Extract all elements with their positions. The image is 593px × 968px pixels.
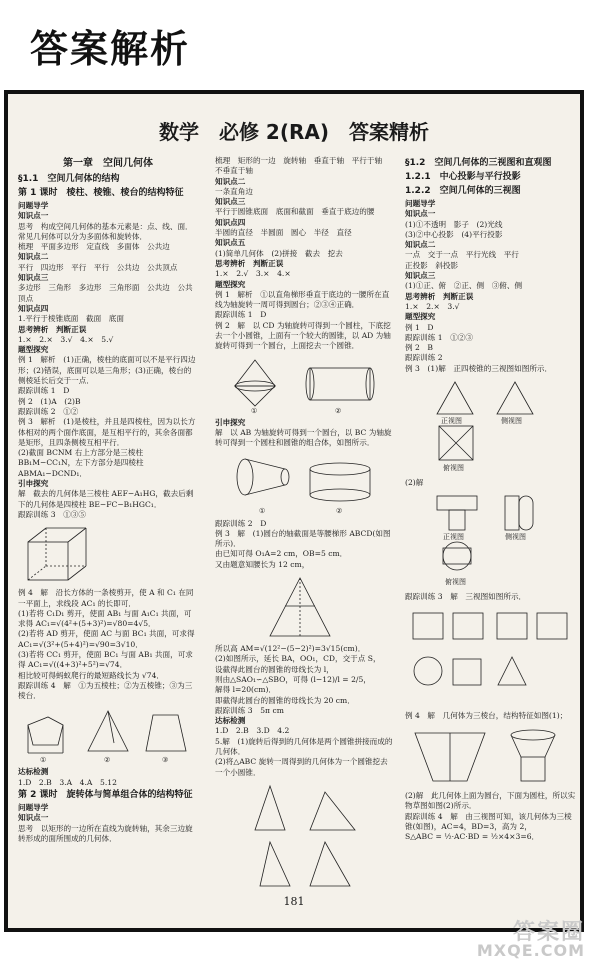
page-heading: 答案解析 — [30, 27, 191, 71]
text-line: S△ABC = ½·AC·BD = ½×4×3=6． — [405, 832, 540, 842]
text-line: 一点 交于一点 平行光线 平行 — [405, 250, 519, 260]
text-line: (2)截面 BCNM 右上方部分是三棱柱 BB₁M−CC₁N，左下方部分是四棱柱 ABMA₁−DCND₁． — [18, 448, 147, 478]
book-title: 数学 必修 2(RA) 答案精析 — [158, 120, 430, 144]
text-line: 知识点一 — [18, 211, 49, 221]
text-line: 例 3 解 (1)圆台的轴截面是等腰梯形 ABCD(如图所示)． — [215, 528, 391, 549]
solids-figure — [18, 705, 193, 763]
svg-text:③: ③ — [162, 756, 169, 764]
text-line: 知识点三 — [405, 271, 436, 281]
chapter-title: 第一章 空间几何体 — [63, 158, 153, 169]
text-line: (2)若将 AD 剪开，使面 AC 与面 BC₁ 共面，可求得 AC₁=√(3²+(5+4)²)=√90=3√10． — [18, 629, 198, 649]
text-line: (2)将△ABC 旋转一周得到的几何体为一个圆锥挖去一个小圆锥． — [215, 757, 388, 777]
text-line: 跟踪训练 4 解 由三视图可知，该几何体为三棱锥(如图)，AC=4，BD=3，高为 2， — [405, 811, 572, 831]
page-number: 181 — [283, 895, 305, 908]
text-line: (2)解 — [405, 478, 424, 488]
text-line: 跟踪训练 3 5π cm — [215, 705, 284, 715]
text-line: 题型探究 — [405, 312, 436, 322]
side-view-label: 侧视图 — [505, 533, 526, 542]
text-line: 例 1 解析 (1)正确，棱柱的底面可以不是平行四边形；(2)错误，底面可以是三角形；(3)正确，棱台的侧棱延长后交于一点． — [18, 355, 196, 386]
text-line: 平行 四边形 平行 平行 公共边 公共顶点 — [18, 262, 178, 272]
text-line: (2)如图所示，延长 BA，OO₁，CD，交于点 S， — [215, 654, 381, 664]
text-line: 5.解 (1)旋转后得到的几何体是两个圆锥拼接而成的几何体． — [215, 736, 393, 756]
text-line: 一条直角边 — [215, 186, 253, 196]
text-line: 引申探究 — [18, 479, 49, 489]
text-line: 知识点四 — [215, 217, 246, 227]
text-line: 1.× 2.√ 3.× 4.× — [215, 269, 291, 279]
top-view-label: 俯视图 — [443, 464, 464, 473]
text-line: 1.× 2.× 3.√ — [405, 301, 460, 311]
svg-text:②: ② — [335, 406, 342, 414]
text-line: 达标检测 — [18, 767, 49, 777]
svg-text:②: ② — [104, 756, 111, 764]
column-3 — [405, 156, 579, 842]
text-line: 半圆的直径 半圆面 圆心 半径 直径 — [215, 228, 352, 238]
text-line: 即截得此圆台的圆锥的母线长为 20 cm． — [215, 695, 355, 705]
text-line: 1.平行于棱锥底面 截面 底面 — [18, 314, 124, 324]
text-line: 知识点二 — [18, 252, 49, 262]
text-line: 则由△SAO₁∽△SBO，可得 (l−12)/l = 2/5， — [215, 674, 371, 684]
text-line: (2)解 此几何体上面为圆台，下面为圆柱，所以实物草图如图(2)所示． — [405, 790, 576, 811]
text-line: 梳理 矩形的一边 旋转轴 垂直于轴 平行于轴 不垂直于轴 — [215, 156, 390, 176]
text-line: 正投影 斜投影 — [405, 260, 459, 270]
text-line: 解 以 AB 为轴旋转可得到一个圆台，以 BC 为轴旋转可得到一个圆柱和圆锥的组合体，如图所示． — [215, 427, 392, 448]
text-line: 知识点四 — [18, 303, 49, 313]
watermark-line-1: 答案圈 — [512, 920, 585, 945]
text-line: 例 3 解析 (1)是棱柱，并且是四棱柱，因为以长方体相对的两个面作底面，是互相平行的，其余各面都是矩形，且四条侧棱互相平行． — [18, 417, 196, 447]
triangle-rotation-figure — [215, 782, 385, 892]
text-line: 例 1 解析 ①以直角梯形垂直于底边的一腰所在直线为轴旋转一周可得到圆台；②③④正确． — [215, 289, 390, 310]
text-line: 达标检测 — [215, 716, 246, 726]
text-line: 设截得此圆台的圆锥的母线长为 l， — [215, 664, 334, 674]
frustum-sketch-figure — [405, 725, 575, 787]
text-line: 思考 以矩形的一边所在直线为旋转轴，其余三边旋转形成的面所围成的几何体． — [18, 823, 193, 843]
text-line: 知识点一 — [18, 813, 49, 823]
text-line: (1)①不透明 影子 (2)光线 — [405, 219, 503, 229]
text-line: (3)②中心投影 (4)平行投影 — [405, 229, 503, 239]
text-line: 所以高 AM=√(12²−(5−2)²)=3√15(cm)． — [215, 644, 366, 654]
text-line: 跟踪训练 4 解 ①为五棱柱；②为五棱锥；③为三棱台． — [18, 680, 193, 701]
text-line: 跟踪训练 3 ①③⑤ — [18, 509, 86, 519]
text-line: 思考辨析 判断正误 — [18, 324, 87, 334]
text-line: 又由题意知腰长为 12 cm， — [215, 559, 310, 569]
text-line: 思考 构成空间几何体的基本元素是：点、线、面．常见几何体可以分为多面体和旋转体． — [18, 221, 193, 241]
text-line: 跟踪训练 1 D — [215, 310, 267, 320]
text-line: 例 2 (1)A (2)B — [18, 396, 81, 406]
svg-text:①: ① — [40, 756, 47, 764]
text-line: 问题导学 — [405, 199, 436, 208]
cuboid-figure — [18, 524, 98, 584]
text-line: 例 4 解 几何体为三棱台，结构特征如图(1)； — [405, 710, 568, 720]
text-line: (1)若将 C₁D₁ 剪开，使面 AB₁ 与面 A₁C₁ 共面，可求得 AC₁=√(4²+(5+3)²)=√80=4√5． — [18, 608, 192, 629]
watermark-line-2: MXQE.COM — [476, 941, 585, 960]
trapezoid-figure — [215, 574, 385, 640]
view-grid-figure — [405, 607, 575, 707]
section-title: §1.1 空间几何体的结构 — [18, 174, 120, 184]
section-title-2: §1.2 空间几何体的三视图和直观图 — [405, 158, 552, 168]
text-line: 引申探究 — [215, 417, 246, 427]
text-line: 跟踪训练 2 D — [215, 518, 267, 528]
text-line: 跟踪训练 2 ①② — [18, 406, 79, 416]
text-line: 思考辨析 判断正误 — [405, 291, 474, 301]
svg-text:②: ② — [336, 506, 343, 515]
text-line: 知识点二 — [405, 240, 436, 250]
lesson-2-title: 第 2 课时 旋转体与简单组合体的结构特征 — [18, 790, 193, 801]
text-line: 例 1 D — [405, 322, 434, 332]
column-1-lines — [18, 201, 198, 788]
text-line: 例 3 (1)解 正四棱锥的三视图如图所示． — [405, 363, 553, 373]
text-line: 1.× 2.× 3.√ 4.× 5.√ — [18, 334, 114, 344]
text-line: (3)若将 CC₁ 剪开，使面 BC₁ 与面 AB₁ 共面，可求得 AC₁=√((4+3)²+5²)=√74． — [18, 649, 193, 670]
text-line: 解得 l=20(cm)． — [215, 685, 277, 695]
front-view-label: 正视图 — [441, 417, 462, 426]
text-line: 跟踪训练 1 D — [18, 386, 70, 396]
text-line: 多边形 三角形 多边形 三角形面 公共边 公共顶点 — [18, 283, 193, 303]
top-view-label: 俯视图 — [445, 578, 466, 587]
text-line: 例 4 解 沿长方体的一条棱剪开，使 A 和 C₁ 在同一平面上，求线段 AC₁ 的长即可． — [18, 588, 194, 608]
text-line: 例 2 解 以 CD 为轴旋转可得到一个圆柱，下底挖去一个小圆锥，上面有一个较大的圆锥，以 AD 为轴旋转可得到一个圆台，上面挖去一个圆锥． — [215, 320, 391, 351]
frustum-figure — [215, 453, 385, 515]
text-line: 由已知可得 O₁A=2 cm，OB=5 cm． — [215, 549, 348, 559]
text-line: 思考辨析 判断正误 — [215, 258, 284, 268]
side-view-label: 侧视图 — [501, 417, 522, 426]
text-line: 跟踪训练 3 解 三视图如图所示． — [405, 592, 527, 602]
composite-views-figure — [405, 492, 575, 588]
text-line: 知识点二 — [215, 176, 246, 186]
text-line: 知识点一 — [405, 209, 436, 219]
scanned-page — [4, 90, 584, 932]
text-line: 解 截去的几何体是三棱柱 AEF−A₁HG，截去后剩下的几何体是四棱柱 BE−FC−B₁HGC₁． — [18, 489, 194, 509]
svg-text:①: ① — [259, 506, 266, 515]
text-line: 题型探究 — [18, 345, 49, 355]
text-line: 平行于圆锥底面 底面和截面 垂直于底边的腰 — [215, 207, 375, 217]
text-line: 知识点三 — [215, 197, 246, 207]
text-line: 梳理 平面多边形 定直线 多面体 公共边 — [18, 242, 170, 252]
lesson-title: 第 1 课时 棱柱、棱锥、棱台的结构特征 — [18, 188, 184, 198]
text-line: 问题导学 — [18, 803, 49, 813]
text-line: 例 2 B — [405, 343, 434, 353]
text-line: 问题导学 — [18, 201, 49, 210]
text-line: 题型探究 — [215, 279, 246, 289]
text-line: 知识点五 — [215, 238, 246, 248]
text-line: 跟踪训练 1 ①②③ — [405, 332, 473, 342]
subsection-1: 1.2.1 中心投影与平行投影 — [405, 172, 521, 182]
text-line: 1.D 2.B 3.A 4.A 5.12 — [18, 777, 117, 787]
front-view-label: 正视图 — [443, 533, 464, 542]
pyramid-three-views-figure — [405, 378, 575, 474]
text-line: 知识点三 — [18, 273, 49, 283]
text-line: (1)简单几何体 (2)拼接 截去 挖去 — [215, 248, 343, 258]
text-line: 1.D 2.B 3.D 4.2 — [215, 726, 290, 736]
subsection-2: 1.2.2 空间几何体的三视图 — [405, 186, 521, 196]
text-line: (1)①正、俯 ②正、侧 ③俯、侧 — [405, 281, 523, 291]
column-2 — [215, 156, 395, 896]
text-line: 跟踪训练 2 — [405, 353, 443, 363]
cone-cylinder-figure — [215, 356, 385, 414]
watermark-logo — [476, 920, 585, 960]
svg-text:①: ① — [251, 406, 258, 414]
text-line: 相比较可得蚂蚁爬行的最短路线长为 √74． — [18, 670, 165, 680]
column-1 — [18, 156, 198, 844]
